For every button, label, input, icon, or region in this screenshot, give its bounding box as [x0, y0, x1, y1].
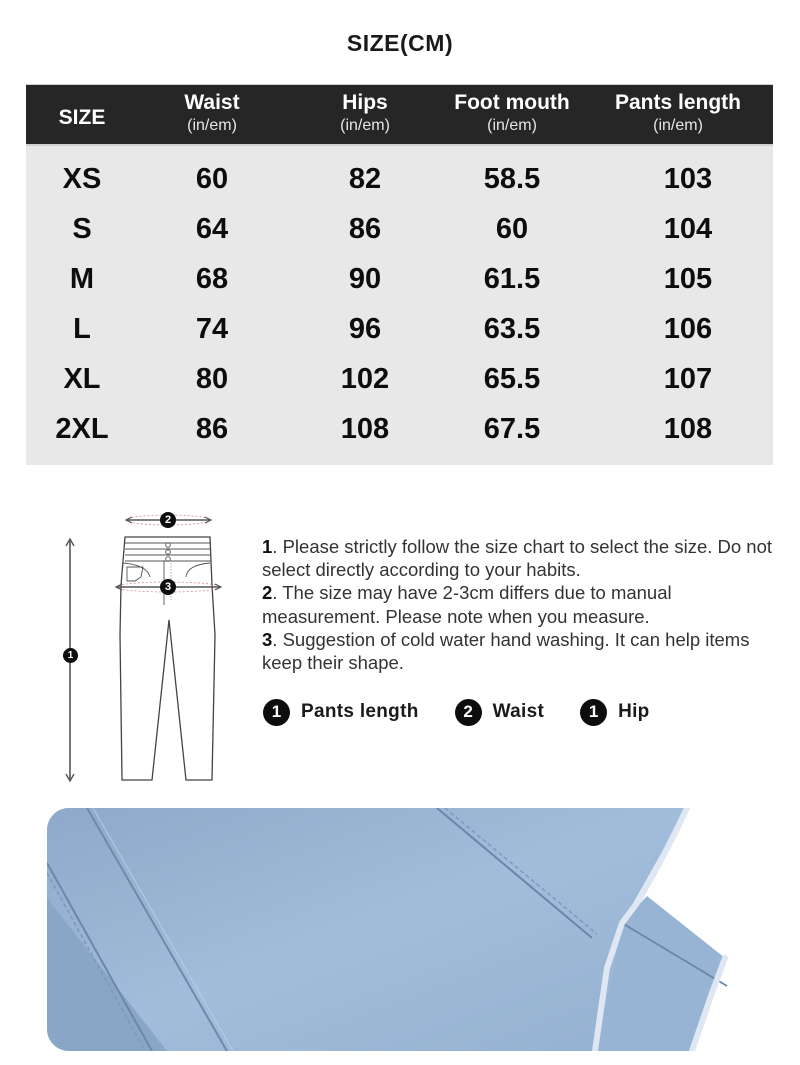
- denim-fabric-image: [47, 808, 753, 1051]
- cell-foot-mouth: 65.5: [483, 363, 541, 395]
- header-foot-mouth: [442, 92, 582, 134]
- cell-size: 2XL: [55, 413, 109, 445]
- header-label: Hips: [342, 91, 388, 114]
- cell-pants-length: 106: [663, 313, 713, 345]
- cell-waist: 64: [195, 213, 229, 245]
- note-number: 3: [262, 628, 273, 650]
- cell-pants-length: 107: [663, 363, 713, 395]
- marker-3-icon: 3: [160, 579, 176, 595]
- legend-label: Pants length: [301, 701, 419, 722]
- cell-foot-mouth: 61.5: [483, 263, 541, 295]
- note-item: [262, 628, 782, 674]
- cell-size: XS: [62, 163, 102, 195]
- measurement-legend: [263, 698, 650, 726]
- header-unit: (in/em): [653, 117, 703, 134]
- cell-waist: 68: [195, 263, 229, 295]
- number-badge-icon: 1: [263, 699, 290, 726]
- note-text: . Suggestion of cold water hand washing. It can help items keep their shape.: [262, 628, 750, 674]
- legend-item-pants-length: [263, 699, 419, 726]
- header-label: Pants length: [614, 91, 741, 114]
- note-number: 1: [262, 536, 273, 557]
- cell-hips: 86: [348, 213, 382, 245]
- page-title: SIZE(CM): [346, 30, 454, 56]
- note-text: . Please strictly follow the size chart to select the size. Do not select directly according to your habits.: [262, 536, 773, 581]
- note-text: . The size may have 2-3cm differs due to manual measurement. Please note when you measure.: [262, 582, 672, 627]
- legend-item-waist: [455, 699, 544, 726]
- cell-hips: 90: [348, 263, 382, 295]
- table-row: [26, 154, 773, 204]
- header-label: Waist: [184, 91, 240, 114]
- header-size: SIZE: [58, 106, 106, 129]
- header-unit: (in/em): [187, 117, 237, 134]
- table-header: [26, 84, 773, 146]
- number-badge-icon: 1: [580, 699, 607, 726]
- header-unit: (in/em): [340, 117, 390, 134]
- cell-hips: 102: [340, 363, 390, 395]
- note-item: [262, 581, 782, 627]
- cell-hips: 82: [348, 163, 382, 195]
- table-row: [26, 304, 773, 354]
- table-body: [26, 146, 773, 465]
- note-number: 2: [262, 582, 273, 604]
- cell-pants-length: 103: [663, 163, 713, 195]
- cell-size: L: [73, 313, 91, 345]
- note-item: [262, 535, 782, 581]
- header-unit: (in/em): [487, 117, 537, 134]
- number-badge-icon: 2: [455, 699, 482, 726]
- legend-label: Hip: [618, 701, 650, 722]
- denim-detail-photo: [47, 808, 753, 1051]
- pants-measurement-diagram: [55, 505, 235, 790]
- cell-pants-length: 105: [663, 263, 713, 295]
- cell-size: XL: [63, 363, 101, 395]
- cell-foot-mouth: 63.5: [483, 313, 541, 345]
- cell-size: M: [69, 263, 95, 295]
- table-row: [26, 254, 773, 304]
- size-notes: [262, 535, 782, 674]
- size-chart-table: [26, 84, 773, 465]
- table-row: [26, 354, 773, 404]
- header-pants-length: [598, 92, 758, 134]
- table-row: [26, 404, 773, 454]
- header-label: Foot mouth: [454, 91, 570, 114]
- table-row: [26, 204, 773, 254]
- cell-waist: 60: [195, 163, 229, 195]
- header-hips: [315, 92, 415, 134]
- cell-size: S: [72, 213, 92, 245]
- cell-foot-mouth: 60: [495, 213, 529, 245]
- cell-waist: 80: [195, 363, 229, 395]
- cell-hips: 108: [340, 413, 390, 445]
- cell-waist: 86: [195, 413, 229, 445]
- cell-foot-mouth: 58.5: [483, 163, 541, 195]
- cell-pants-length: 108: [663, 413, 713, 445]
- legend-label: Waist: [492, 701, 545, 722]
- cell-pants-length: 104: [663, 213, 713, 245]
- cell-foot-mouth: 67.5: [483, 413, 541, 445]
- legend-item-hip: [580, 699, 650, 726]
- marker-2-icon: 2: [160, 512, 176, 528]
- pants-outline-icon: [55, 505, 235, 790]
- cell-waist: 74: [195, 313, 229, 345]
- marker-1-icon: 1: [63, 648, 78, 663]
- header-waist: [162, 92, 262, 134]
- cell-hips: 96: [348, 313, 382, 345]
